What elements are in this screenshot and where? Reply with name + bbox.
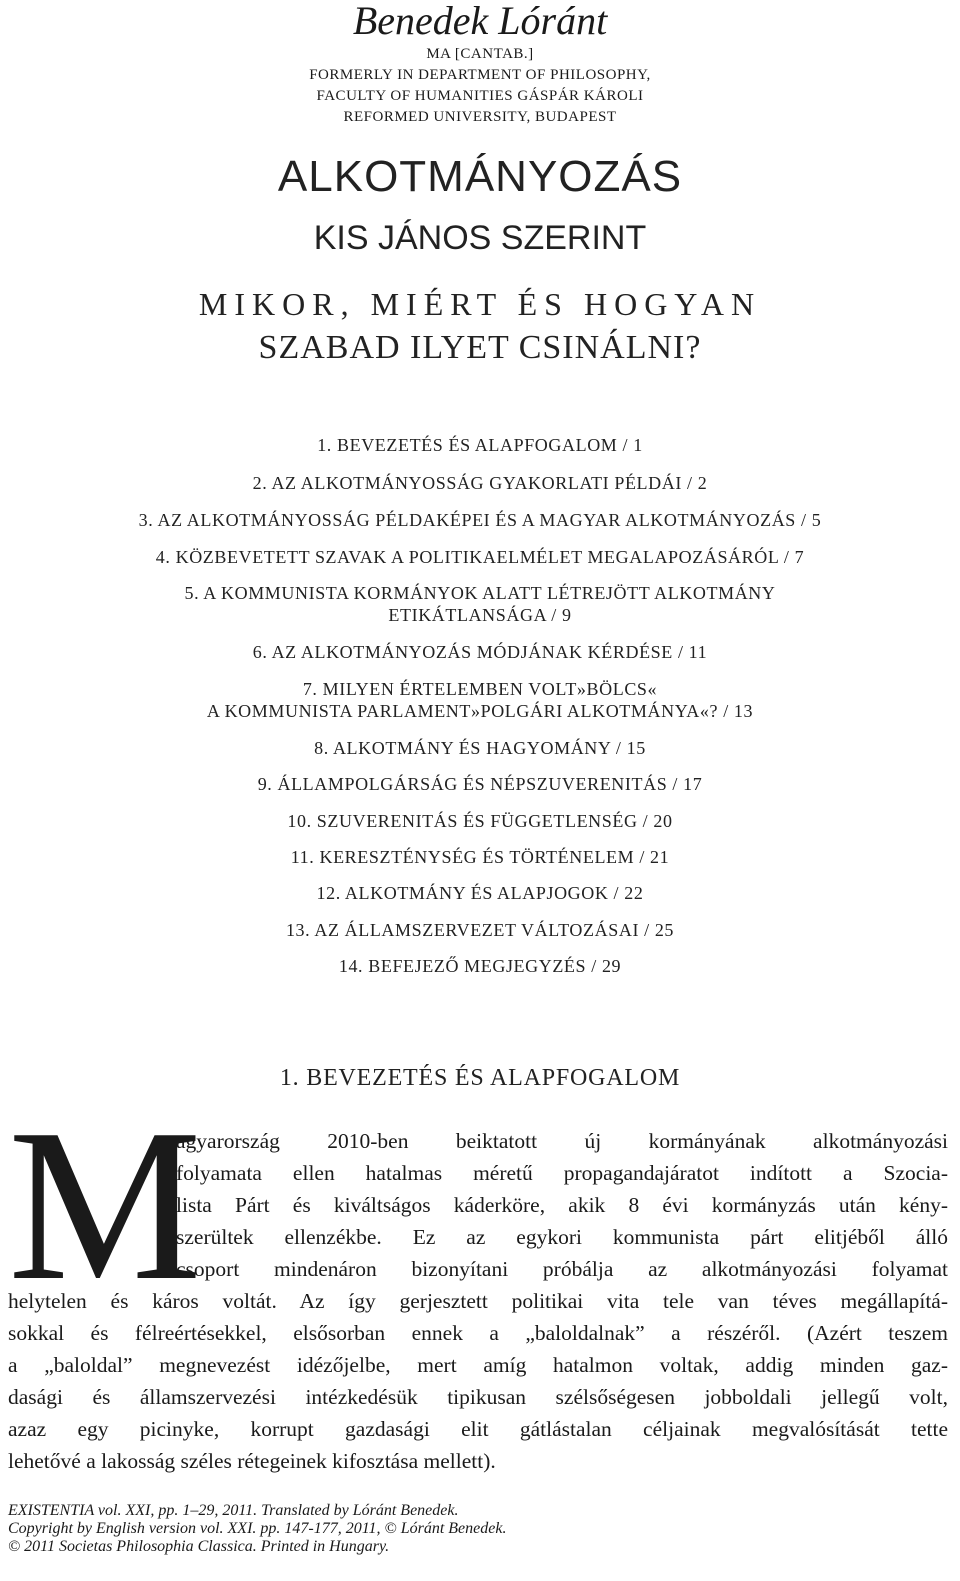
toc-item: 14. BEFEJEZŐ MEGJEGYZÉS / 29 [338, 956, 622, 976]
toc-item: 6. AZ ALKOTMÁNYOZÁS MÓDJÁNAK KÉRDÉSE / 11 [252, 642, 708, 662]
paper-subtitle-line-2: SZABAD ILYET CSINÁLNI? [258, 329, 702, 366]
body-text-line: helytelen és káros voltát. Az így gerjesztett politikai vita tele van téves megállapítá- [8, 1289, 948, 1313]
toc-item-continued: A KOMMUNISTA PARLAMENT»POLGÁRI ALKOTMÁNYA«? / 13 [206, 701, 754, 721]
paper-subtitle: MIKOR, MIÉRT ÉS HOGYAN [198, 286, 762, 322]
author-affiliation [0, 44, 960, 128]
body-text-line: sokkal és félreértésekkel, elsősorban ennek a „baloldalnak” a részéről. (Azért teszem [8, 1321, 948, 1345]
toc-item: 2. AZ ALKOTMÁNYOSSÁG GYAKORLATI PÉLDÁI / 2 [252, 473, 708, 493]
paper-title: ALKOTMÁNYOZÁS [277, 152, 683, 201]
toc-item: 13. AZ ÁLLAMSZERVEZET VÁLTOZÁSAI / 25 [285, 920, 675, 940]
body-text-line: lista Párt és kiváltságos káderköre, akik 8 évi kormányzás után kény- [176, 1193, 948, 1217]
toc-item: 4. KÖZBEVETETT SZAVAK A POLITIKAELMÉLET MEGALAPOZÁSÁRÓL / 7 [155, 547, 805, 567]
toc-item-continued: ETIKÁTLANSÁGA / 9 [388, 605, 572, 625]
body-text-line: folyamata ellen hatalmas méretű propagandajáratot indított a Szocia- [176, 1161, 948, 1185]
toc-item: 10. SZUVERENITÁS ÉS FÜGGETLENSÉG / 20 [287, 811, 673, 831]
toc-item: 9. ÁLLAMPOLGÁRSÁG ÉS NÉPSZUVERENITÁS / 17 [257, 774, 703, 794]
body-text-line: csoport mindenáron bizonyítani próbálja az alkotmányozási folyamat [176, 1257, 948, 1281]
body-text-line: szerültek ellenzékbe. Ez az egykori kommunista párt elitjéből álló [176, 1225, 948, 1249]
affiliation-line: REFORMED UNIVERSITY, BUDAPEST [343, 109, 617, 125]
drop-cap: M [8, 1085, 202, 1326]
toc-item: 8. ALKOTMÁNY ÉS HAGYOMÁNY / 15 [314, 738, 646, 758]
body-text-line: lehetővé a lakosság széles rétegeinek kifosztása mellett). [8, 1449, 496, 1473]
toc-item: 1. BEVEZETÉS ÉS ALAPFOGALOM / 1 [317, 435, 643, 455]
footer-line: Copyright by English version vol. XXI. pp. 147-177, 2011, © Lóránt Benedek. [8, 1520, 507, 1537]
affiliation-line: FACULTY OF HUMANITIES GÁSPÁR KÁROLI [316, 88, 644, 104]
toc-item: 12. ALKOTMÁNY ÉS ALAPJOGOK / 22 [316, 883, 644, 903]
body-text-line: dasági és államszervezési intézkedésük tipikusan szélsőségesen jobboldali jellegű volt, [8, 1385, 948, 1409]
body-text-line: a „baloldal” megnevezést idézőjelbe, mert amíg hatalmon voltak, addig minden gaz- [8, 1353, 948, 1377]
page-footer [8, 1502, 948, 1556]
toc-item: 7. MILYEN ÉRTELEMBEN VOLT»BÖLCS« [302, 679, 658, 699]
section-heading: 1. BEVEZETÉS ÉS ALAPFOGALOM [279, 1065, 681, 1091]
toc-item: 3. AZ ALKOTMÁNYOSSÁG PÉLDAKÉPEI ÉS A MAGYAR ALKOTMÁNYOZÁS / 5 [138, 510, 822, 530]
toc-item: 5. A KOMMUNISTA KORMÁNYOK ALATT LÉTREJÖTT ALKOTMÁNY [184, 583, 776, 603]
author-name: Benedek Lóránt [352, 0, 608, 43]
paper-title-line-2: KIS JÁNOS SZERINT [313, 219, 647, 257]
body-text-line: azaz egy picinyke, korrupt gazdasági elit gátlástalan céljainak megvalósítását tette [8, 1417, 948, 1441]
footer-line: © 2011 Societas Philosophia Classica. Printed in Hungary. [8, 1538, 390, 1555]
footer-line: EXISTENTIA vol. XXI, pp. 1–29, 2011. Translated by Lóránt Benedek. [8, 1502, 459, 1519]
body-text-line: agyarország 2010-ben beiktatott új kormányának alkotmányozási [176, 1129, 948, 1153]
toc-item: 11. KERESZTÉNYSÉG ÉS TÖRTÉNELEM / 21 [290, 847, 670, 867]
affiliation-line: FORMERLY IN DEPARTMENT OF PHILOSOPHY, [309, 67, 651, 83]
affiliation-line: MA [CANTAB.] [426, 46, 534, 62]
